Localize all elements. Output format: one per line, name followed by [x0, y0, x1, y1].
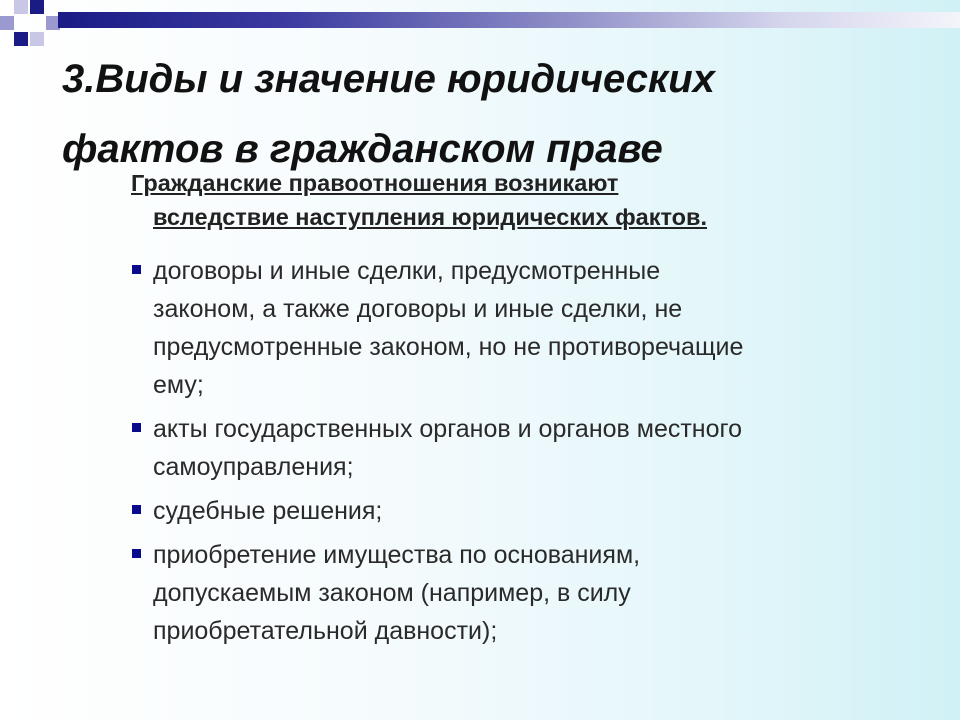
title-line: фактов в гражданском праве	[62, 127, 663, 171]
bullet-item	[130, 536, 920, 650]
lead-line: Гражданские правоотношения возникают	[131, 170, 619, 196]
bullet-line: договоры и иные сделки, предусмотренные	[153, 257, 661, 285]
square-bullet-icon	[132, 423, 141, 432]
bullet-item	[130, 410, 920, 486]
square-bullet-icon	[132, 549, 141, 558]
bullet-line: законом, а также договоры и иные сделки, не	[153, 295, 683, 323]
bullet-item	[130, 492, 920, 530]
square-bullet-icon	[132, 265, 141, 274]
bullet-item	[130, 252, 920, 404]
bullet-line: предусмотренные законом, но не противоречащие	[153, 333, 744, 361]
lead-line: вследствие наступления юридических фактов.	[153, 204, 707, 230]
decor-square	[14, 0, 28, 14]
slide-title	[62, 44, 922, 184]
bullet-line: судебные решения;	[153, 497, 383, 525]
decor-square	[14, 32, 28, 46]
title-line: 3.Виды и значение юридических	[62, 57, 715, 101]
lead-statement	[127, 166, 917, 234]
decor-square	[30, 0, 44, 14]
decor-square	[30, 32, 44, 46]
bullet-line: ему;	[153, 371, 204, 399]
bullet-line: приобретение имущества по основаниям,	[153, 541, 641, 569]
title-gradient-bar	[58, 12, 960, 28]
bullet-line: допускаемым законом (например, в силу	[153, 579, 631, 607]
decor-square	[0, 16, 14, 30]
bullet-list	[130, 252, 920, 650]
square-bullet-icon	[132, 505, 141, 514]
bullet-line: акты государственных органов и органов местного	[153, 415, 742, 443]
bullet-line: приобретательной давности);	[153, 617, 498, 645]
bullet-line: самоуправления;	[153, 453, 354, 481]
